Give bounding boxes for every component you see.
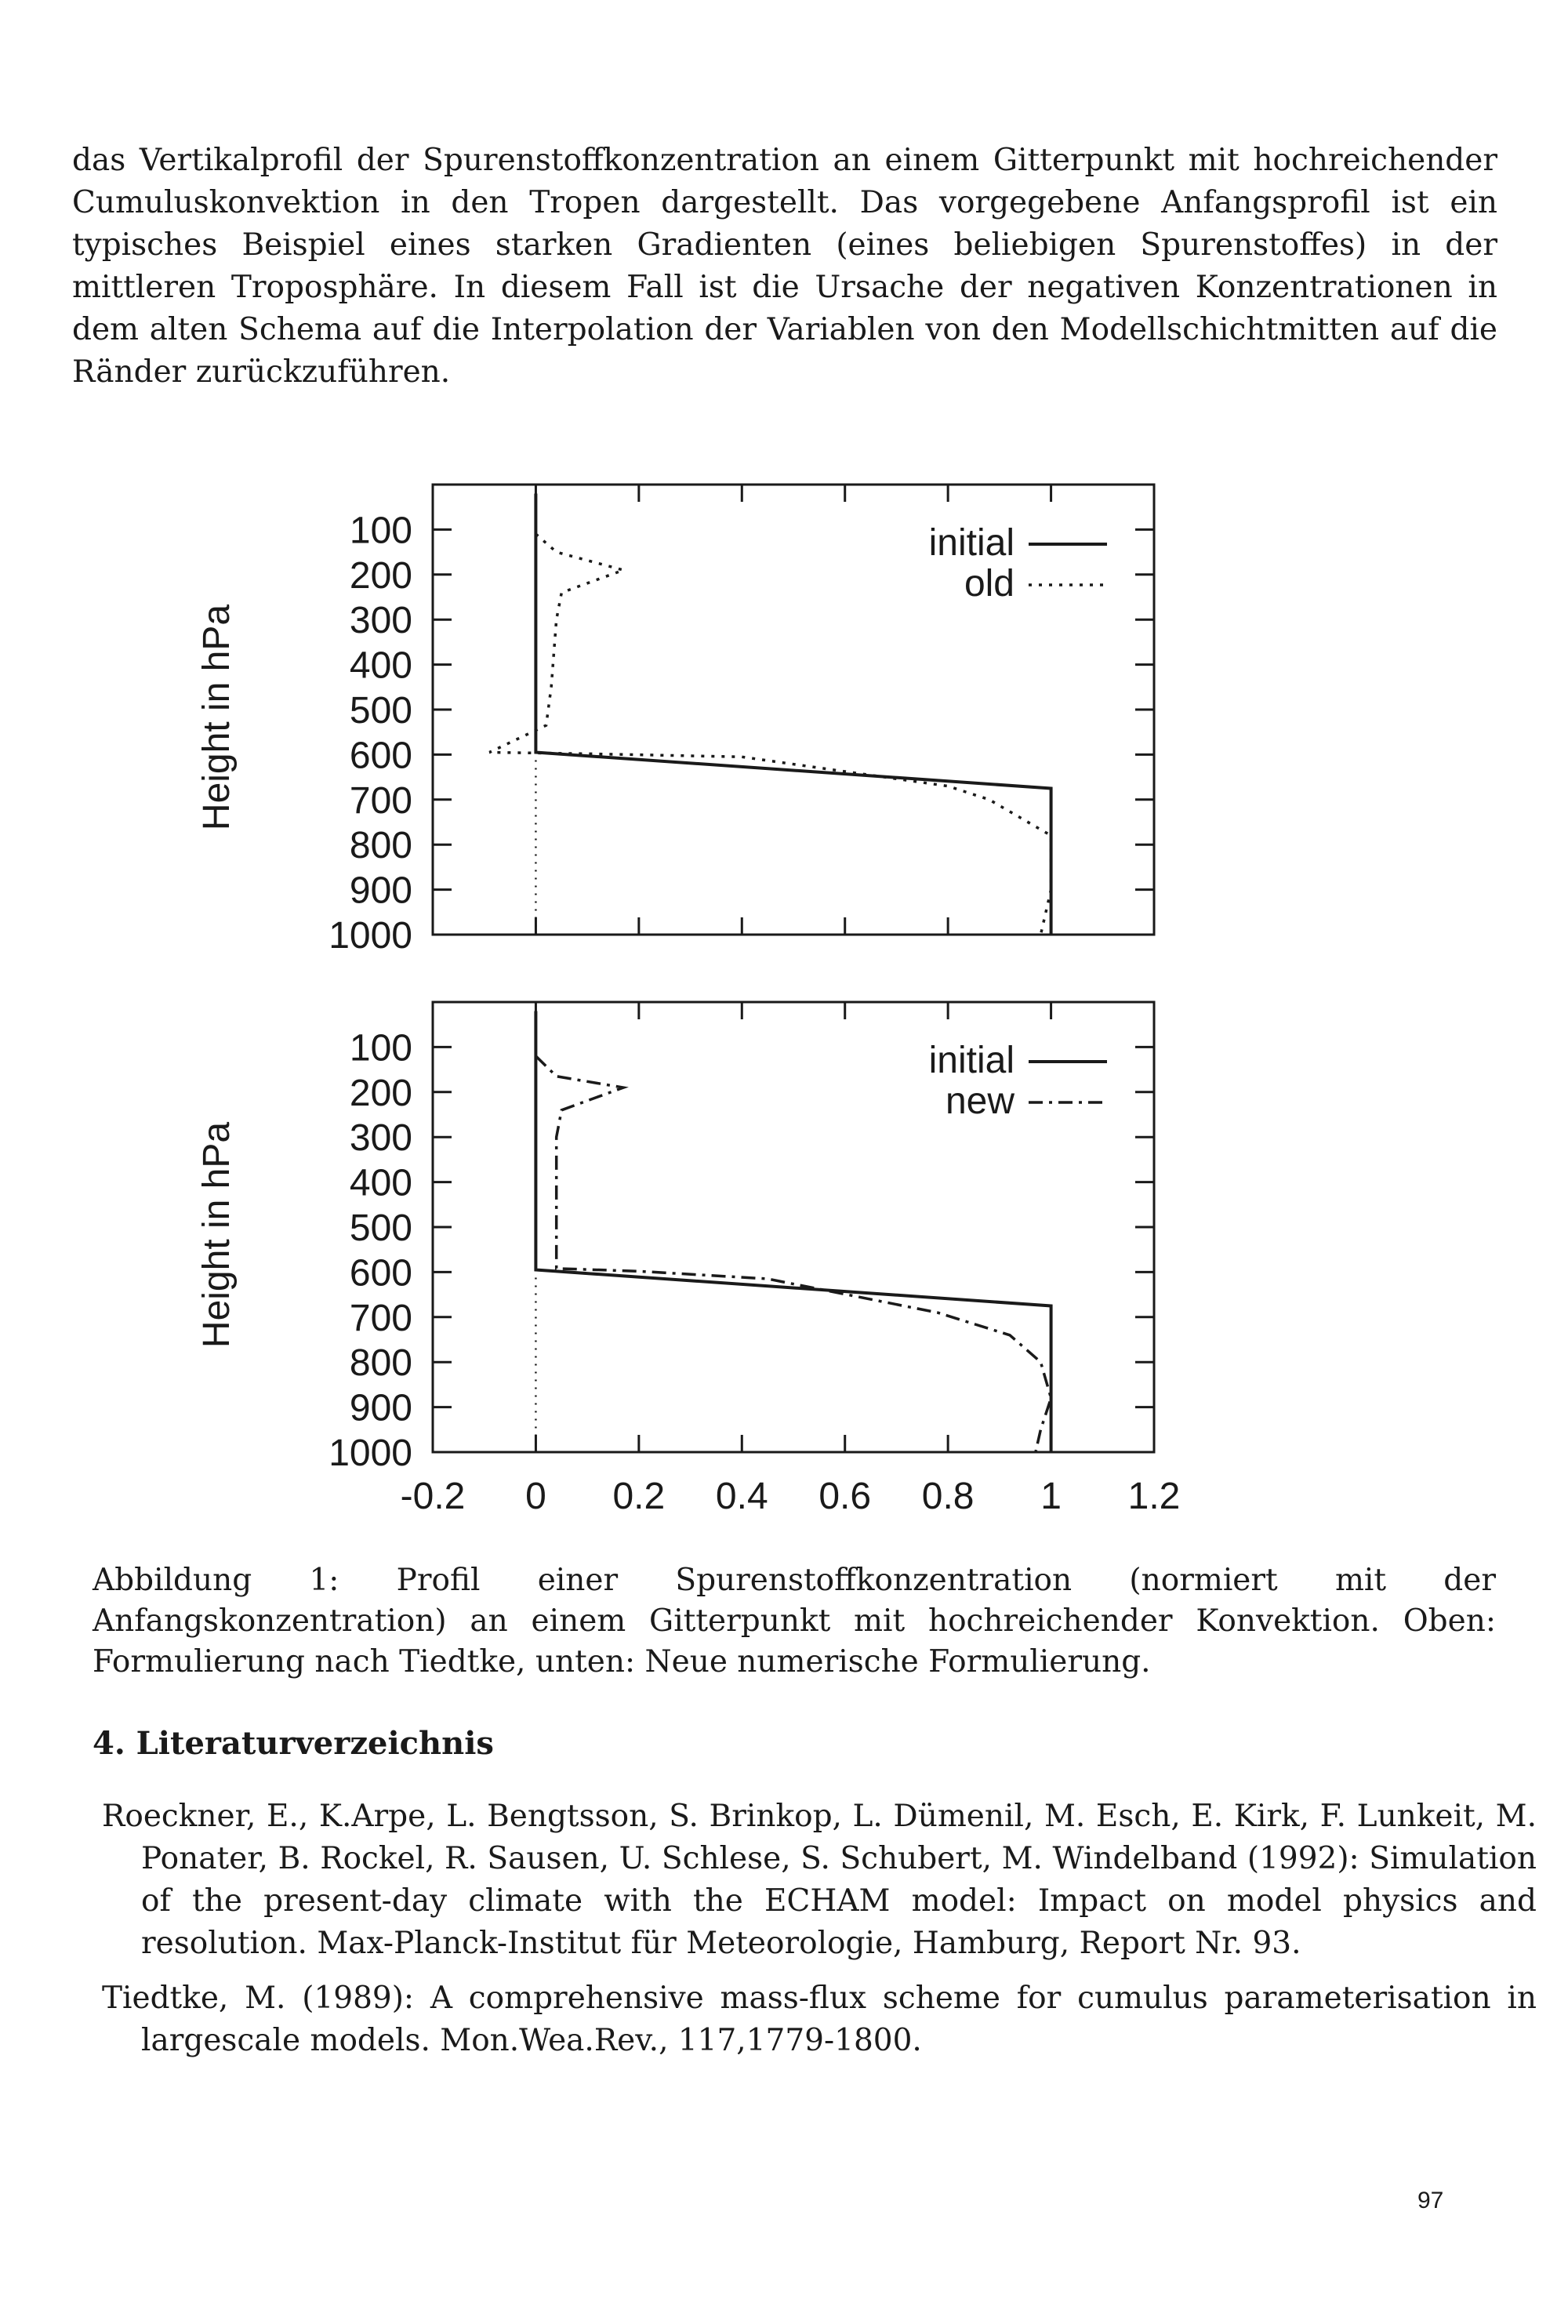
y-tick-label: 800 — [349, 825, 412, 867]
y-tick-label: 200 — [349, 1072, 412, 1114]
legend-label: new — [945, 1080, 1014, 1122]
y-tick-label: 400 — [349, 1162, 412, 1204]
y-tick-label: 700 — [349, 1297, 412, 1339]
x-tick-label: 0.8 — [921, 1476, 975, 1517]
x-tick-label: 0.2 — [612, 1476, 666, 1517]
reference-item: Roeckner, E., K.Arpe, L. Bengtsson, S. Brinkop, L. Dümenil, M. Esch, E. Kirk, F. Lunkeit, M. Ponater, B. Rockel, R. Sausen, U. Schlese, S. Schubert, M. Windelband (1992): Simulation of the present-day climate with the ECHAM model: Impact on model physics and resolution. Max-Planck-Institut für Meteorologie, Hamburg, Report Nr. 93. — [102, 1799, 1537, 1961]
plot-frame — [433, 485, 1154, 935]
y-tick-label: 900 — [349, 870, 412, 912]
y-tick-label: 600 — [349, 1252, 412, 1295]
y-tick-label: 900 — [349, 1387, 412, 1429]
x-tick-label: 0.6 — [818, 1476, 872, 1517]
y-tick-label: 200 — [349, 554, 412, 597]
y-tick-label: 400 — [349, 645, 412, 687]
chart-bottom — [196, 1002, 1180, 1517]
legend-label: old — [964, 563, 1014, 605]
y-tick-label: 500 — [349, 690, 412, 732]
chart-top — [196, 485, 1154, 957]
y-tick-label: 1000 — [328, 915, 412, 957]
legend-label: initial — [928, 522, 1014, 564]
intro-paragraph: das Vertikalprofil der Spurenstoffkonzentration an einem Gitterpunkt mit hochreichender Cumuluskonvektion in den Tropen dargestellt. Das vorgegebene Anfangsprofil ist ein typisches Beispiel eines starken Gradienten (eines beliebigen Spurenstoffes) in der mittleren Troposphäre. In diesem Fall ist die Ursache der negativen Konzentrationen in dem alten Schema auf die Interpolation der Variablen von den Modellschichtmitten auf die Ränder zurückzuführen. — [72, 143, 1497, 390]
x-tick-label: -0.2 — [400, 1476, 466, 1517]
x-tick-label: 1.2 — [1127, 1476, 1181, 1517]
y-tick-label: 600 — [349, 735, 412, 777]
x-tick-label: 1 — [1040, 1476, 1062, 1517]
y-axis-label: Height in hPa — [196, 1121, 238, 1349]
section-heading: 4. Literaturverzeichnis — [93, 1725, 494, 1762]
y-axis-label: Height in hPa — [196, 604, 238, 831]
y-tick-label: 100 — [349, 1027, 412, 1069]
y-tick-label: 300 — [349, 600, 412, 642]
figure-caption: Abbildung 1: Profil einer Spurenstoffkonzentration (normiert mit der Anfangskonzentration) an einem Gitterpunkt mit hochreichender Konvektion. Oben: Formulierung nach Tiedtke, unten: Neue numerische Formulierung. — [93, 1563, 1496, 1679]
y-tick-label: 1000 — [328, 1433, 412, 1474]
legend-label: initial — [928, 1040, 1014, 1081]
y-tick-label: 300 — [349, 1117, 412, 1160]
page-number: 97 — [1417, 2188, 1444, 2213]
x-tick-label: 0 — [525, 1476, 546, 1517]
y-tick-label: 700 — [349, 779, 412, 822]
y-tick-label: 500 — [349, 1207, 412, 1249]
y-tick-label: 800 — [349, 1342, 412, 1385]
reference-item: Tiedtke, M. (1989): A comprehensive mass-flux scheme for cumulus parameterisation in largescale models. Mon.Wea.Rev., 117,1779-1800. — [102, 1981, 1537, 2058]
y-tick-label: 100 — [349, 510, 412, 552]
x-tick-label: 0.4 — [715, 1476, 768, 1517]
